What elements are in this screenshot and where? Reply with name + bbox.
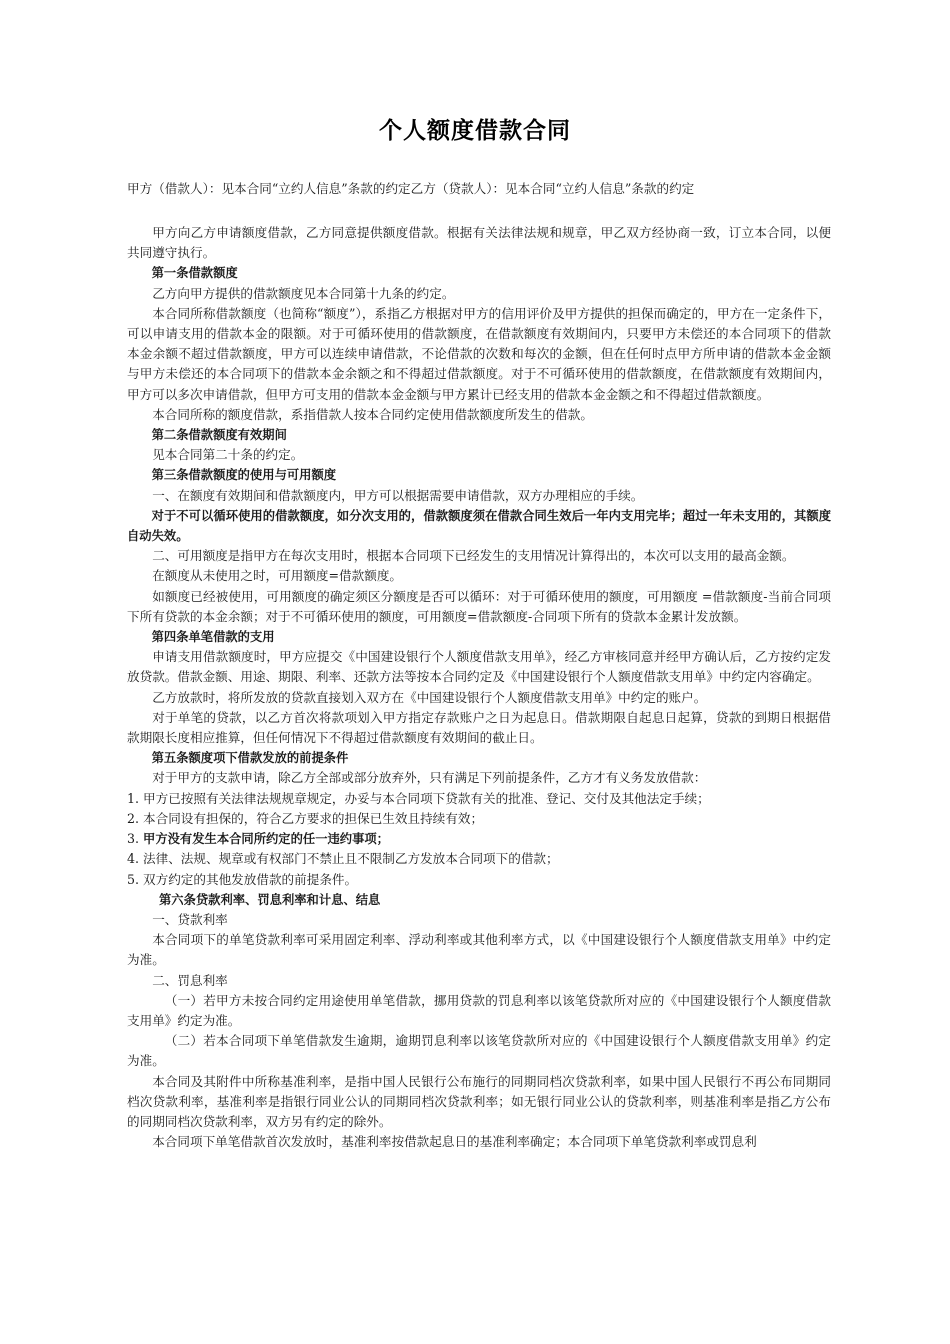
parties-line: 甲方（借款人）：见本合同“立约人信息”条款的约定乙方（贷款人）：见本合同“立约人信息”条款的约定: [127, 181, 695, 196]
article-4-paragraph-3: 对于单笔的贷款，以乙方首次将款项划入甲方指定存款账户之日为起息日。借款期限自起息日起算，贷款的到期日根据借款期限长度相应推算，但任何情况下不得超过借款额度有效期间的截止日。: [127, 709, 831, 746]
article-4-paragraph-1: 申请支用借款额度时，甲方应提交《中国建设银行个人额度借款支用单》，经乙方审核同意并经甲方确认后，乙方按约定发放贷款。借款金额、用途、期限、利率、还款方法等按本合同约定及《中国建设银行个人额度借款支用单》中约定内容确定。: [127, 649, 831, 685]
article-2-paragraph-1: 见本合同第二十条的约定。: [152, 447, 304, 463]
article-3-bold-paragraph: 对于不可以循环使用的借款额度，如分次支用的，借款额度须在借款合同生效后一年内支用完毕；超过一年未支用的，其额度自动失效。: [127, 508, 831, 544]
article-2-heading: 第二条借款额度有效期间: [151, 428, 287, 443]
article-1-paragraph-2: 本合同所称借款额度（也简称“额度”），系指乙方根据对甲方的信用评价及甲方提供的担保而确定的，甲方在一定条件下，可以申请支用的借款本金的限额。对于可循环使用的借款额度，在借款额度有效期间内，只要甲方未偿还的本合同项下的借款本金余额不超过借款额度，甲方可以连续申请借款，不论借款的次数和每次的金额，但在任何时点甲方所申请的借款本金金额与甲方未偿还的本合同项下的借款本金余额之和不得超过借款额度。对于不可循环使用的借款额度，在借款额度有效期间内，甲方可以多次申请借款，但甲方可支用的借款本金金额与甲方累计已经支用的借款本金金额之和不得超过借款额度。: [127, 305, 831, 402]
document-title: 个人额度借款合同: [379, 118, 571, 144]
article-6-paragraph-4: （一）若甲方未按合同约定用途使用单笔借款，挪用贷款的罚息利率以该笔贷款所对应的《中国建设银行个人额度借款支用单》约定为准。: [127, 992, 831, 1028]
article-6-paragraph-7: 本合同项下单笔借款首次发放时，基准利率按借款起息日的基准利率确定；本合同项下单笔贷款利率或罚息利: [152, 1134, 757, 1150]
condition-item-1: 1. 甲方已按照有关法律法规规章规定，办妥与本合同项下贷款有关的批准、登记、交付及其他法定手续；: [127, 790, 710, 806]
article-3-paragraph-5: 如额度已经被使用，可用额度的确定须区分额度是否可以循环：对于可循环使用的额度，可用额度 =借款额度-当前合同项下所有贷款的本金余额；对于不可循环使用的额度，可用额度=借款额度-合同项下所有的贷款本金累计发放额。: [127, 588, 831, 624]
article-6-paragraph-5: （二）若本合同项下单笔借款发生逾期，逾期罚息利率以该笔贷款所对应的《中国建设银行个人额度借款支用单》约定为准。: [127, 1033, 831, 1069]
condition-item-3-number: 3.: [127, 831, 144, 847]
article-3-paragraph-4: 在额度从未使用之时，可用额度=借款额度。: [152, 568, 403, 584]
article-4-paragraph-2: 乙方放款时，将所发放的贷款直接划入双方在《中国建设银行个人额度借款支用单》中约定的账户。: [152, 689, 707, 705]
article-1-paragraph-3: 本合同所称的额度借款，系指借款人按本合同约定使用借款额度所发生的借款。: [152, 406, 593, 422]
condition-item-2: 2. 本合同设有担保的，符合乙方要求的担保已生效且持续有效；: [127, 810, 484, 826]
article-5-paragraph-1: 对于甲方的支款申请，除乙方全部或部分放弃外，只有满足下列前提条件，乙方才有义务发放借款：: [152, 770, 707, 786]
article-3-paragraph-1: 一、在额度有效期间和借款额度内，甲方可以根据需要申请借款，双方办理相应的手续。: [152, 487, 644, 503]
article-6-heading: 第六条贷款利率、罚息利率和计息、结息: [158, 892, 381, 907]
intro-paragraph: 甲方向乙方申请额度借款，乙方同意提供额度借款。根据有关法律法规和规章，甲乙双方经协商一致，订立本合同，以便共同遵守执行。: [127, 225, 831, 261]
contract-body: [127, 223, 831, 1152]
article-6-paragraph-3: 二、罚息利率: [152, 972, 228, 988]
condition-item-3: [127, 829, 831, 849]
article-6-paragraph-6: 本合同及其附件中所称基准利率，是指中国人民银行公布施行的同期同档次贷款利率，如果中国人民银行不再公布同期同档次贷款利率，基准利率是指银行同业公认的同期同档次贷款利率；如无银行同业公认的贷款利率，则基准利率是指乙方公布的同期同档次贷款利率，双方另有约定的除外。: [127, 1073, 831, 1129]
article-5-heading: 第五条额度项下借款发放的前提条件: [151, 751, 349, 766]
article-4-heading: 第四条单笔借款的支用: [151, 630, 275, 645]
article-3-paragraph-3: 二、可用额度是指甲方在每次支用时，根据本合同项下已经发生的支用情况计算得出的，本次可以支用的最高金额。: [152, 548, 795, 564]
article-6-paragraph-1: 一、贷款利率: [152, 911, 228, 927]
article-3-heading: 第三条借款额度的使用与可用额度: [151, 468, 337, 483]
article-1-heading: 第一条借款额度: [151, 266, 238, 281]
condition-item-4: 4. 法律、法规、规章或有权部门不禁止且不限制乙方发放本合同项下的借款；: [127, 851, 559, 867]
condition-item-5: 5. 双方约定的其他发放借款的前提条件。: [127, 871, 358, 887]
condition-item-3-text: 甲方没有发生本合同所约定的任一违约事项；: [143, 832, 389, 847]
article-1-paragraph-1: 乙方向甲方提供的借款额度见本合同第十九条的约定。: [152, 285, 455, 301]
article-6-paragraph-2: 本合同项下的单笔贷款利率可采用固定利率、浮动利率或其他利率方式，以《中国建设银行个人额度借款支用单》中约定为准。: [127, 932, 831, 968]
